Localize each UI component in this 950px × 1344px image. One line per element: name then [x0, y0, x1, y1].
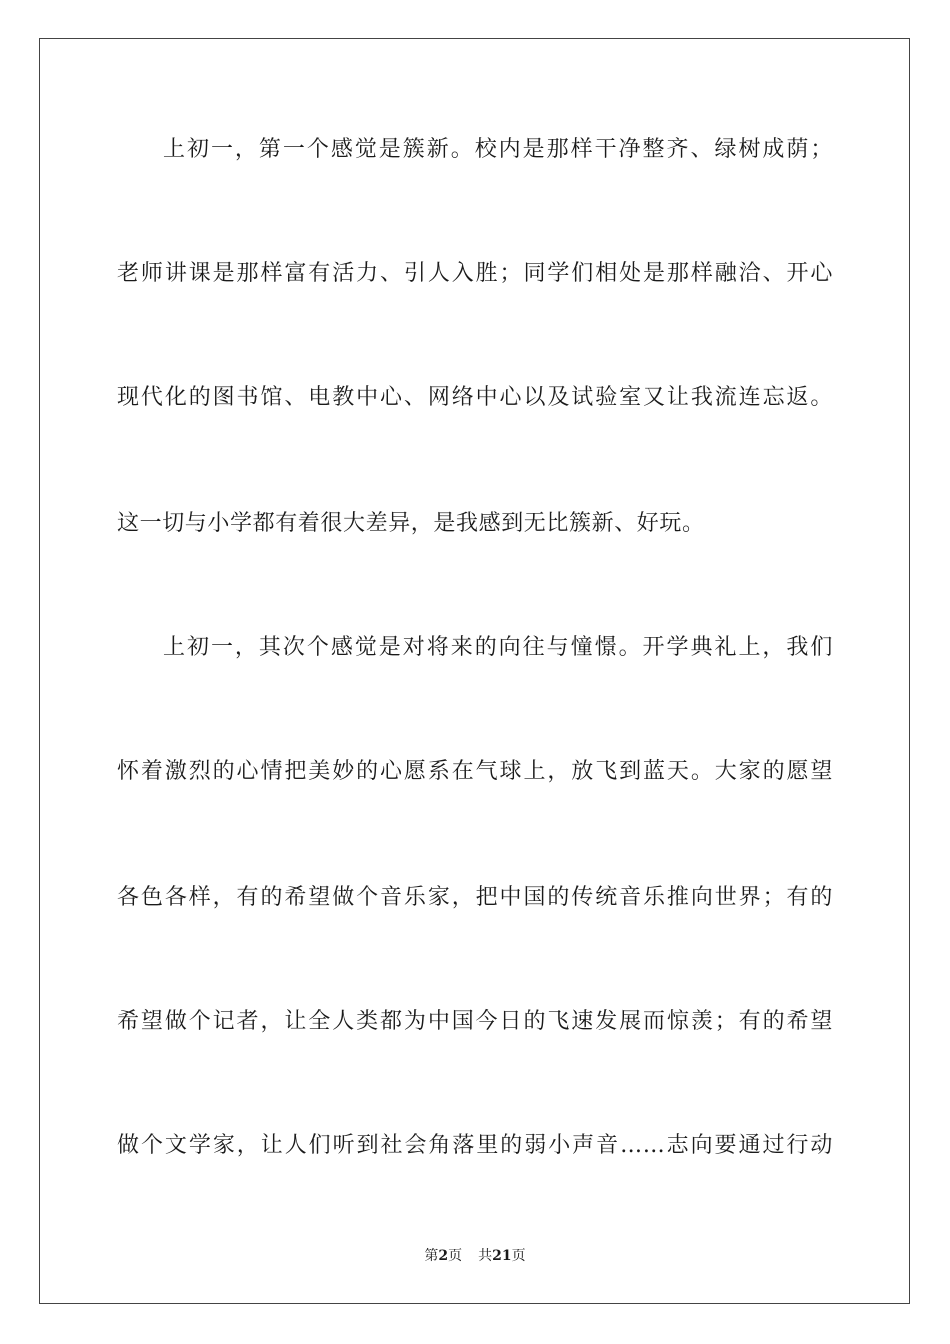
total-label-prefix: 共 — [478, 1248, 493, 1264]
text-line-2: 老师讲课是那样富有活力、引人入胜；同学们相处是那样融洽、开心 — [117, 261, 833, 286]
page-label-suffix: 页 — [448, 1248, 463, 1264]
text-line-9: 做个文学家，让人们听到社会角落里的弱小声音……志向要通过行动 — [117, 1133, 833, 1158]
text-line-7: 各色各样，有的希望做个音乐家，把中国的传统音乐推向世界；有的 — [117, 885, 833, 910]
text-line-3: 现代化的图书馆、电教中心、网络中心以及试验室又让我流连忘返。 — [117, 385, 833, 410]
text-line-5: 上初一，其次个感觉是对将来的向往与憧憬。开学典礼上，我们 — [163, 635, 833, 660]
text-line-6: 怀着激烈的心情把美妙的心愿系在气球上，放飞到蓝天。大家的愿望 — [117, 759, 833, 784]
text-line-4: 这一切与小学都有着很大差异，是我感到无比簇新、好玩。 — [117, 511, 705, 536]
text-line-8: 希望做个记者，让全人类都为中国今日的飞速发展而惊羡；有的希望 — [117, 1009, 833, 1034]
total-label-suffix: 页 — [511, 1248, 526, 1264]
page-frame — [39, 38, 910, 1304]
page-label-prefix: 第 — [424, 1248, 439, 1264]
page-number: 2 — [438, 1248, 449, 1264]
page-footer — [0, 1246, 950, 1266]
text-line-1: 上初一，第一个感觉是簇新。校内是那样干净整齐、绿树成荫； — [163, 137, 833, 162]
total-pages: 21 — [492, 1248, 512, 1264]
